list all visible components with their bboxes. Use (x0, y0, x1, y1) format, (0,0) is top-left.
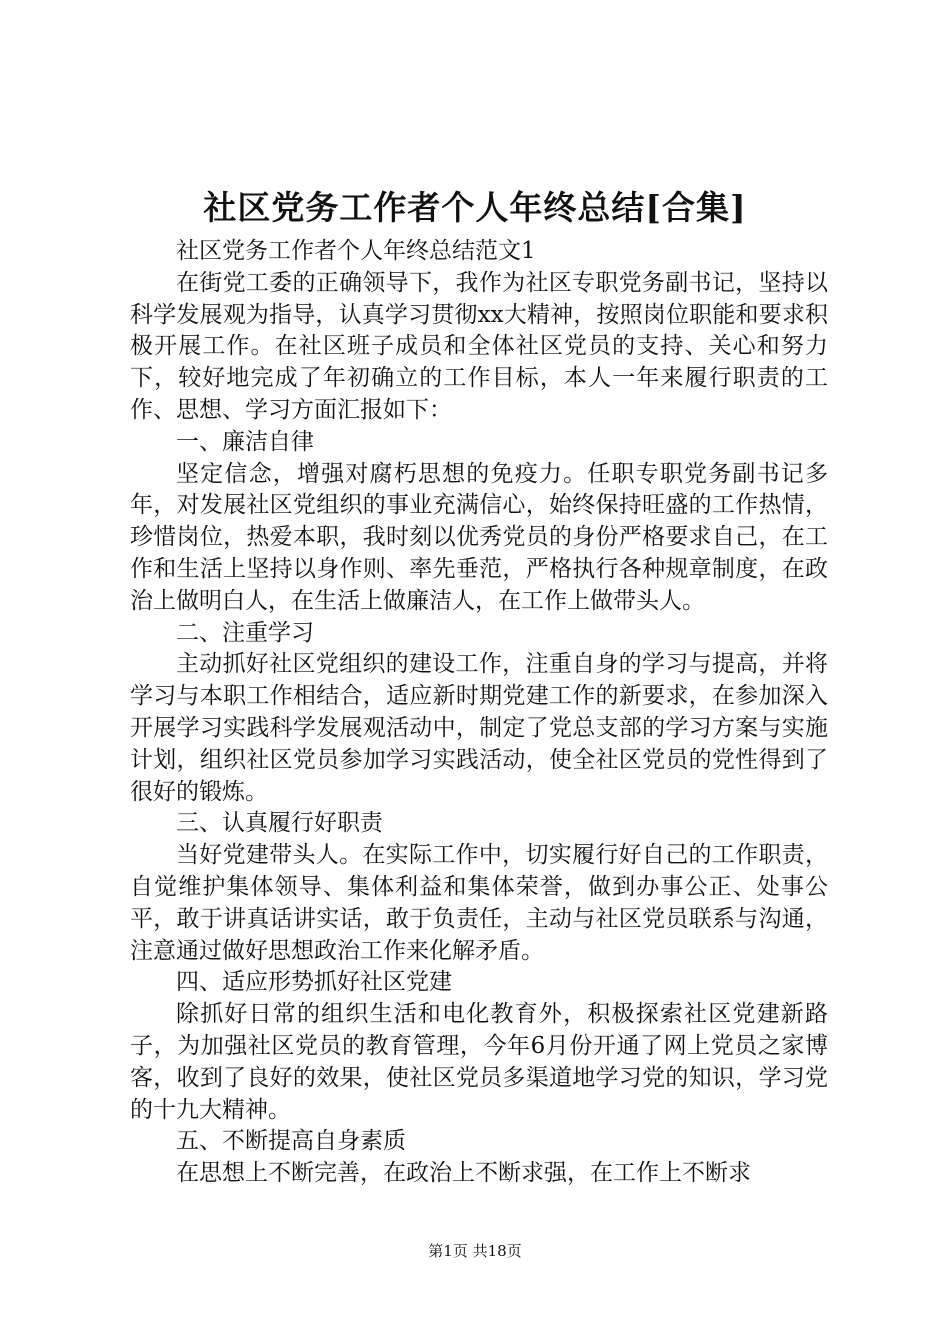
paragraph-section-5: 在思想上不断完善，在政治上不断求强，在工作上不断求 (176, 1160, 751, 1187)
paragraph-intro: 在街党工委的正确领导下，我作为社区专职党务副书记，坚持以科学发展观为指导，认真学习贯彻xx大精神，按照岗位职能和要求积极开展工作。在社区班子成员和全体社区党员的支持、关心和努力下，较好地完成了年初确立的工作目标，本人一年来履行职责的工作、思想、学习方面汇报如下： (130, 269, 828, 423)
section-heading-3: 三、认真履行好职责 (176, 810, 383, 837)
page-number-footer: 第1页 共18页 (428, 1242, 522, 1260)
document-body (130, 236, 828, 1190)
paragraph-section-3: 当好党建带头人。在实际工作中，切实履行好自己的工作职责，自觉维护集体领导、集体利益和集体荣誉，做到办事公正、处事公平，敢于讲真话讲实话，敢于负责任，主动与社区党员联系与沟通，注意通过做好思想政治工作来化解矛盾。 (130, 842, 828, 964)
section-heading-1: 一、廉洁自律 (176, 428, 314, 455)
paragraph-section-2: 主动抓好社区党组织的建设工作，注重自身的学习与提高，并将学习与本职工作相结合，适应新时期党建工作的新要求，在参加深入开展学习实践科学发展观活动中，制定了党总支部的学习方案与实施计划，组织社区党员参加学习实践活动，使全社区党员的党性得到了很好的锻炼。 (130, 651, 828, 805)
section-heading-5: 五、不断提高自身素质 (176, 1128, 406, 1155)
paragraph-subtitle: 社区党务工作者个人年终总结范文1 (176, 238, 536, 264)
section-heading-2: 二、注重学习 (176, 619, 314, 646)
paragraph-section-1: 坚定信念，增强对腐朽思想的免疫力。任职专职党务副书记多年，对发展社区党组织的事业充满信心，始终保持旺盛的工作热情，珍惜岗位，热爱本职，我时刻以优秀党员的身份严格要求自己，在工作和生活上坚持以身作则、率先垂范，严格执行各种规章制度，在政治上做明白人，在生活上做廉洁人，在工作上做带头人。 (130, 460, 828, 614)
paragraph-section-4: 除抓好日常的组织生活和电化教育外，积极探索社区党建新路子，为加强社区党员的教育管理，今年6月份开通了网上党员之家博客，收到了良好的效果，使社区党员多渠道地学习党的知识，学习党的十九大精神。 (130, 1001, 828, 1123)
section-heading-4: 四、适应形势抓好社区党建 (176, 969, 452, 996)
document-title: 社区党务工作者个人年终总结[合集] (203, 188, 747, 227)
